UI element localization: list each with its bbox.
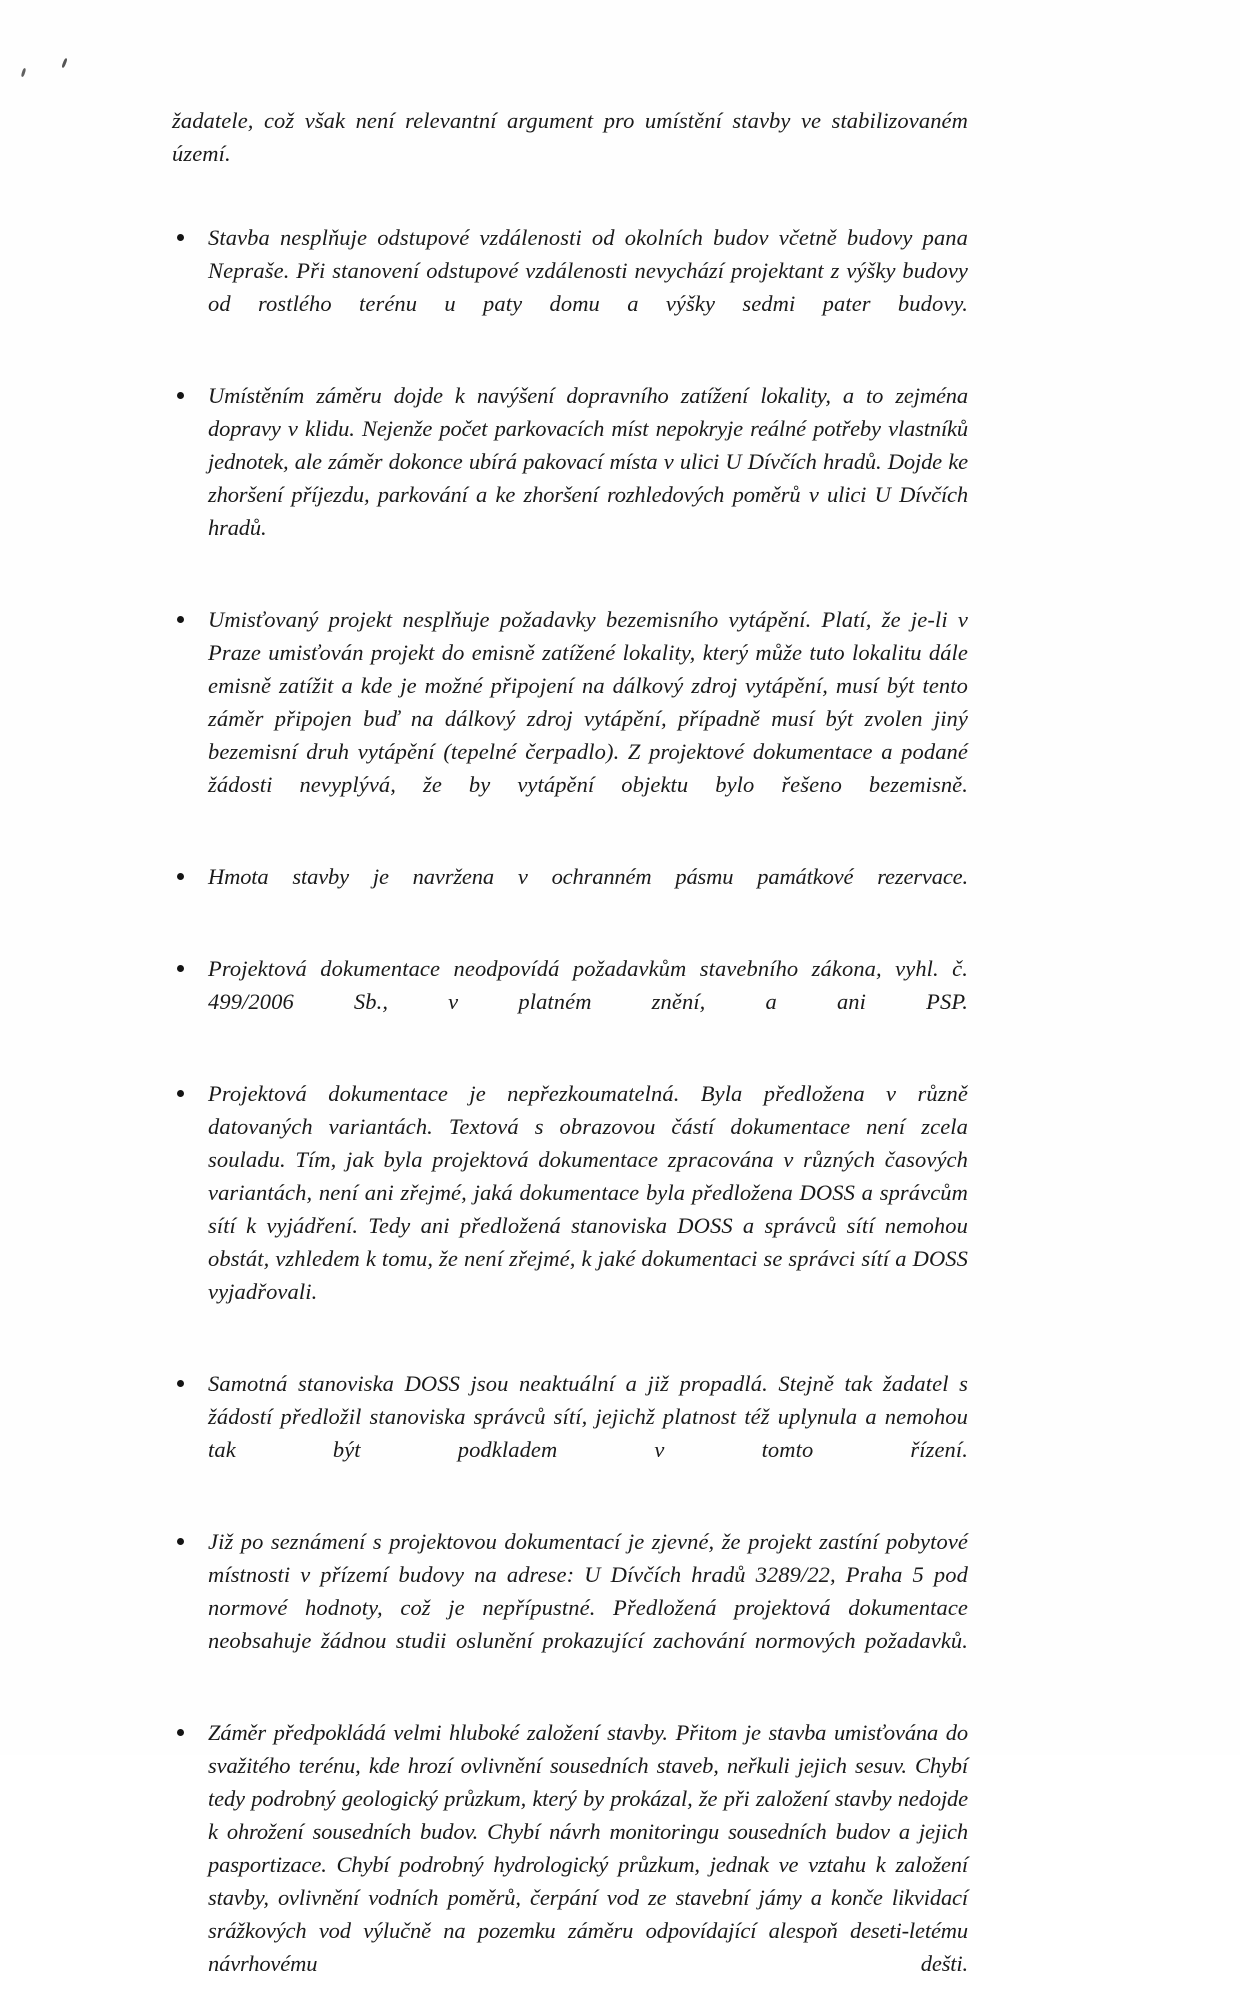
objection-text: Záměr předpokládá velmi hluboké založení stavby. Přitom je stavba umisťována do svažitého terénu, kde hrozí ovlivnění sousedních staveb, neřkuli jejich sesuv. Chybí tedy podrobný geologický průzkum, který by prokázal, že při založení stavby nedojde k ohrožení sousedních budov. Chybí návrh monitoringu sousedních budov a jejich pasportizace. Chybí podrobný hydrologický průzkum, jednak ve vztahu k založení stavby, ovlivnění vodních poměrů, čerpání vod ze stavební jámy a konče likvidací srážkových vod výlučně na pozemku záměru odpovídající alespoň deseti-letému návrhovému dešti. <box>208 1720 968 1976</box>
list-item <box>172 1367 968 1499</box>
objection-text: Samotná stanoviska DOSS jsou neaktuální a již propadlá. Stejně tak žadatel s žádostí předložil stanoviska správců sítí, jejichž platnost též uplynula a nemohou tak být podkladem v tomto řízení. <box>208 1371 968 1462</box>
objection-text: Hmota stavby je navržena v ochranném pásmu památkové rezervace. <box>208 864 968 889</box>
list-item <box>172 952 968 1051</box>
bullet-icon <box>177 1729 184 1736</box>
objection-text: Již po seznámení s projektovou dokumentací je zjevné, že projekt zastíní pobytové místnosti v přízemí budovy na adrese: U Dívčích hradů 3289/22, Praha 5 pod normové hodnoty, což je nepřípustné. Předložená projektová dokumentace neobsahuje žádnou studii oslunění prokazující zachování normových požadavků. <box>208 1529 968 1653</box>
page-content <box>172 104 968 2013</box>
list-item <box>172 379 968 577</box>
list-item <box>172 1716 968 2013</box>
objection-text: Stavba nesplňuje odstupové vzdálenosti od okolních budov včetně budovy pana Nepraše. Při stanovení odstupové vzdálenosti nevychází projektant z výšky budovy od rostlého terénu u paty domu a výšky sedmi pater budovy. <box>208 225 968 316</box>
bullet-icon <box>177 873 184 880</box>
objection-text: Projektová dokumentace neodpovídá požadavkům stavebního zákona, vyhl. č. 499/2006 Sb., v platném znění, a ani PSP. <box>208 956 968 1014</box>
list-item <box>172 603 968 834</box>
list-item <box>172 860 968 926</box>
list-item <box>172 1525 968 1690</box>
list-item <box>172 1077 968 1341</box>
objection-text: Umisťovaný projekt nesplňuje požadavky bezemisního vytápění. Platí, že je-li v Praze umisťován projekt do emisně zatížené lokality, který může tuto lokalitu dále emisně zatížit a kde je možné připojení na dálkový zdroj vytápění, musí být tento záměr připojen buď na dálkový zdroj vytápění, případně musí být zvolen jiný bezemisní druh vytápění (tepelné čerpadlo). Z projektové dokumentace a podané žádosti nevyplývá, že by vytápění objektu bylo řešeno bezemisně. <box>208 607 968 797</box>
bullet-icon <box>177 965 184 972</box>
objection-text: Projektová dokumentace je nepřezkoumatelná. Byla předložena v různě datovaných variantách. Textová s obrazovou částí dokumentace není zcela souladu. Tím, jak byla projektová dokumentace zpracována v různých časových variantách, není ani zřejmé, jaká dokumentace byla předložena DOSS a správcům sítí k vyjádření. Tedy ani předložená stanoviska DOSS a správců sítí nemohou obstát, vzhledem k tomu, že není zřejmé, k jaké dokumentaci se správci sítí a DOSS vyjadřovali. <box>208 1081 968 1304</box>
objection-list <box>172 221 968 2013</box>
bullet-icon <box>177 1090 184 1097</box>
scan-artifact-icon <box>61 58 68 68</box>
bullet-icon <box>177 234 184 241</box>
bullet-icon <box>177 1380 184 1387</box>
lead-paragraph: žadatele, což však není relevantní argument pro umístění stavby ve stabilizovaném území. <box>172 108 968 166</box>
bullet-icon <box>177 392 184 399</box>
bullet-icon <box>177 616 184 623</box>
list-item <box>172 221 968 353</box>
bullet-icon <box>177 1538 184 1545</box>
objection-text: Umístěním záměru dojde k navýšení dopravního zatížení lokality, a to zejména dopravy v klidu. Nejenže počet parkovacích míst nepokryje reálné potřeby vlastníků jednotek, ale záměr dokonce ubírá pakovací místa v ulici U Dívčích hradů. Dojde ke zhoršení příjezdu, parkování a ke zhoršení rozhledových poměrů v ulici U Dívčích hradů. <box>208 383 968 540</box>
scan-artifact-icon <box>21 68 27 77</box>
